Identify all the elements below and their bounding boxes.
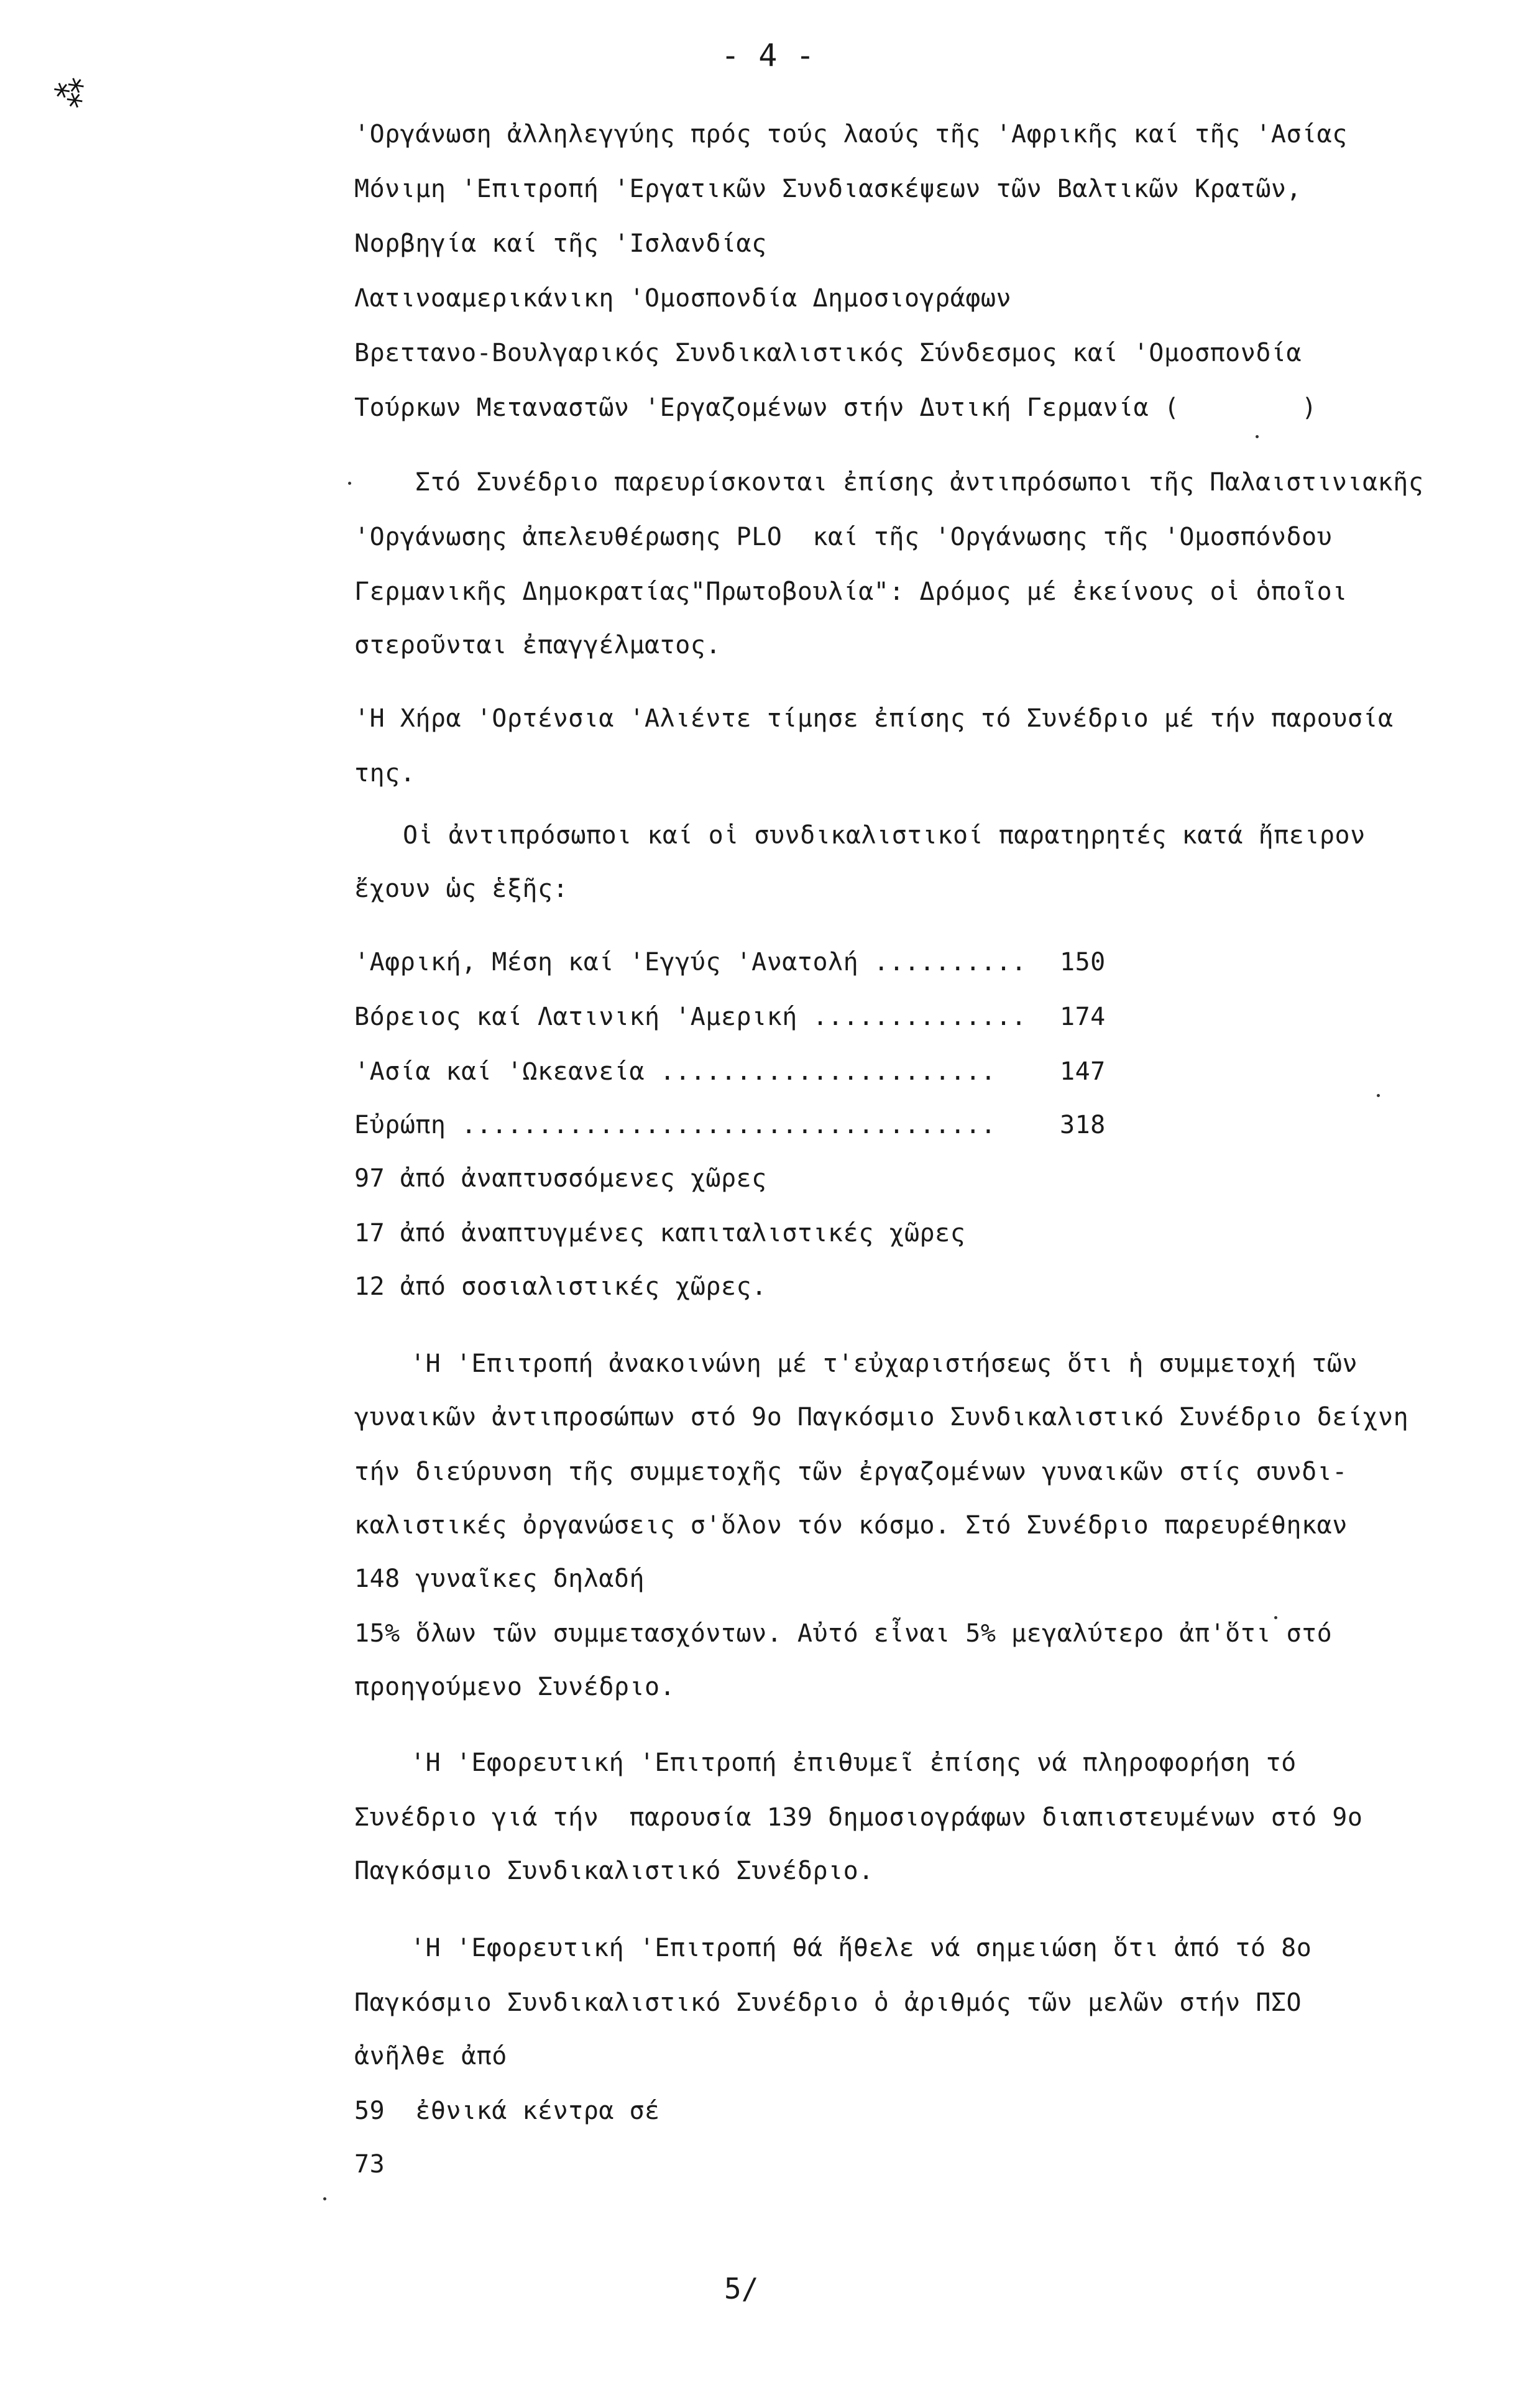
continent-label: 'Ασία καί 'Ωκεανεία [354, 1057, 645, 1086]
paragraph-line: Οἱ ἀντιπρόσωποι καί οἱ συνδικαλιστικοί παρατηρητές κατά ἤπειρον [403, 821, 1366, 850]
scan-speck [1274, 1616, 1277, 1619]
organization-line: Λατινοαμερικάνικη 'Ομοσπονδία Δημοσιογράφων [354, 284, 1012, 313]
organization-line: 'Οργάνωση ἀλληλεγγύης πρός τούς λαούς τῆς 'Αφρικῆς καί τῆς 'Ασίας [354, 120, 1348, 149]
paragraph-line: Παγκόσμιο Συνδικαλιστικό Συνέδριο ὁ ἀριθμός τῶν μελῶν στήν ΠΣΟ [354, 1988, 1302, 2017]
paragraph-line: 'Οργάνωσης ἀπελευθέρωσης PLO καί τῆς 'Οργάνωσης τῆς 'Ομοσπόνδου [354, 523, 1333, 551]
paragraph-line: Στό Συνέδριο παρευρίσκονται ἐπίσης ἀντιπρόσωποι τῆς Παλαιστινιακῆς [415, 468, 1424, 497]
scan-speck [323, 2197, 326, 2200]
continent-label: Εὐρώπη [354, 1111, 446, 1139]
country-type-line: 97 ἀπό ἀναπτυσσόμενες χῶρες [354, 1164, 767, 1193]
paragraph-line: τήν διεύρυνση τῆς συμμετοχῆς τῶν ἐργαζομένων γυναικῶν στίς συνδι- [354, 1458, 1348, 1486]
organization-line: Τούρκων Μεταναστῶν 'Εργαζομένων στήν Δυτική Γερμανία ( ) [354, 393, 1317, 422]
continent-value: 147 [1060, 1057, 1106, 1086]
organization-line: Βρεττανο-Βουλγαρικός Συνδικαλιστικός Σύνδεσμος καί 'Ομοσπονδία [354, 339, 1302, 367]
corner-mark: ⁂ [47, 67, 95, 117]
continent-row [354, 1109, 996, 1141]
page-number: - 4 - [721, 37, 815, 73]
paragraph-line: ἀνῆλθε ἀπό [354, 2042, 507, 2070]
paragraph-line: 'Η 'Εφορευτική 'Επιτροπή ἐπιθυμεῖ ἐπίσης νά πληροφορήση τό [410, 1749, 1297, 1777]
continent-row [354, 1001, 1027, 1033]
continent-label: 'Αφρική, Μέση καί 'Εγγύς 'Ανατολή [354, 948, 859, 977]
continued-marker: 5/ [724, 2272, 759, 2305]
paragraph-line: 148 γυναῖκες δηλαδή [354, 1565, 645, 1593]
continent-value: 174 [1060, 1003, 1106, 1031]
paragraph-line: ἔχουν ὡς ἑξῆς: [354, 875, 569, 903]
scan-speck [1377, 1094, 1380, 1097]
paragraph-line: 59 ἐθνικά κέντρα σέ [354, 2097, 660, 2125]
paragraph-line: καλιστικές ὀργανώσεις σ'ὅλον τόν κόσμο. Στό Συνέδριο παρευρέθηκαν [354, 1511, 1348, 1540]
paragraph-line: Παγκόσμιο Συνδικαλιστικό Συνέδριο. [354, 1857, 874, 1885]
continent-row [354, 946, 1027, 978]
continent-value: 150 [1060, 948, 1106, 977]
dot-leader: ................................... [446, 1111, 996, 1139]
dot-leader: ...................... [645, 1057, 996, 1086]
country-type-line: 12 ἀπό σοσιαλιστικές χῶρες. [354, 1272, 767, 1301]
paragraph-line: 15% ὅλων τῶν συμμετασχόντων. Αὐτό εἶναι 5% μεγαλύτερο ἀπ'ὅτι στό [354, 1619, 1333, 1648]
scan-speck [1256, 435, 1259, 438]
continent-value: 318 [1060, 1111, 1106, 1139]
paragraph-line: Γερμανικῆς Δημοκρατίας"Πρωτοβουλία": Δρόμος μέ ἐκείνους οἱ ὁποῖοι [354, 577, 1348, 606]
continent-label: Βόρειος καί Λατινική 'Αμερική [354, 1003, 797, 1031]
paragraph-line: προηγούμενο Συνέδριο. [354, 1673, 676, 1701]
paragraph-line: 'Η 'Εφορευτική 'Επιτροπή θά ἤθελε νά σημειώση ὅτι ἀπό τό 8ο [410, 1934, 1312, 1962]
organization-line: Μόνιμη 'Επιτροπή 'Εργατικῶν Συνδιασκέψεων τῶν Βαλτικῶν Κρατῶν, [354, 175, 1302, 203]
continent-row [354, 1055, 996, 1088]
paragraph-line: Συνέδριο γιά τήν παρουσία 139 δημοσιογράφων διαπιστευμένων στό 9ο [354, 1803, 1363, 1832]
paragraph-line: 'Η Χήρα 'Ορτένσια 'Αλιέντε τίμησε ἐπίσης τό Συνέδριο μέ τήν παρουσία [354, 704, 1394, 733]
paragraph-line: στεροῦνται ἐπαγγέλματος. [354, 631, 721, 659]
paragraph-line: 73 [354, 2150, 385, 2179]
dot-leader: .............. [797, 1003, 1027, 1031]
paragraph-line: 'Η 'Επιτροπή ἀνακοινώνη μέ τ'εὐχαριστήσεως ὅτι ἡ συμμετοχή τῶν [410, 1349, 1358, 1378]
dot-leader: .......... [858, 948, 1027, 977]
country-type-line: 17 ἀπό ἀναπτυγμένες καπιταλιστικές χῶρες [354, 1219, 966, 1248]
paragraph-line: της. [354, 759, 416, 788]
organization-line: Νορβηγία καί τῆς 'Ισλανδίας [354, 229, 767, 258]
scan-speck [348, 482, 351, 485]
paragraph-line: γυναικῶν ἀντιπροσώπων στό 9ο Παγκόσμιο Συνδικαλιστικό Συνέδριο δείχνη [354, 1403, 1409, 1431]
